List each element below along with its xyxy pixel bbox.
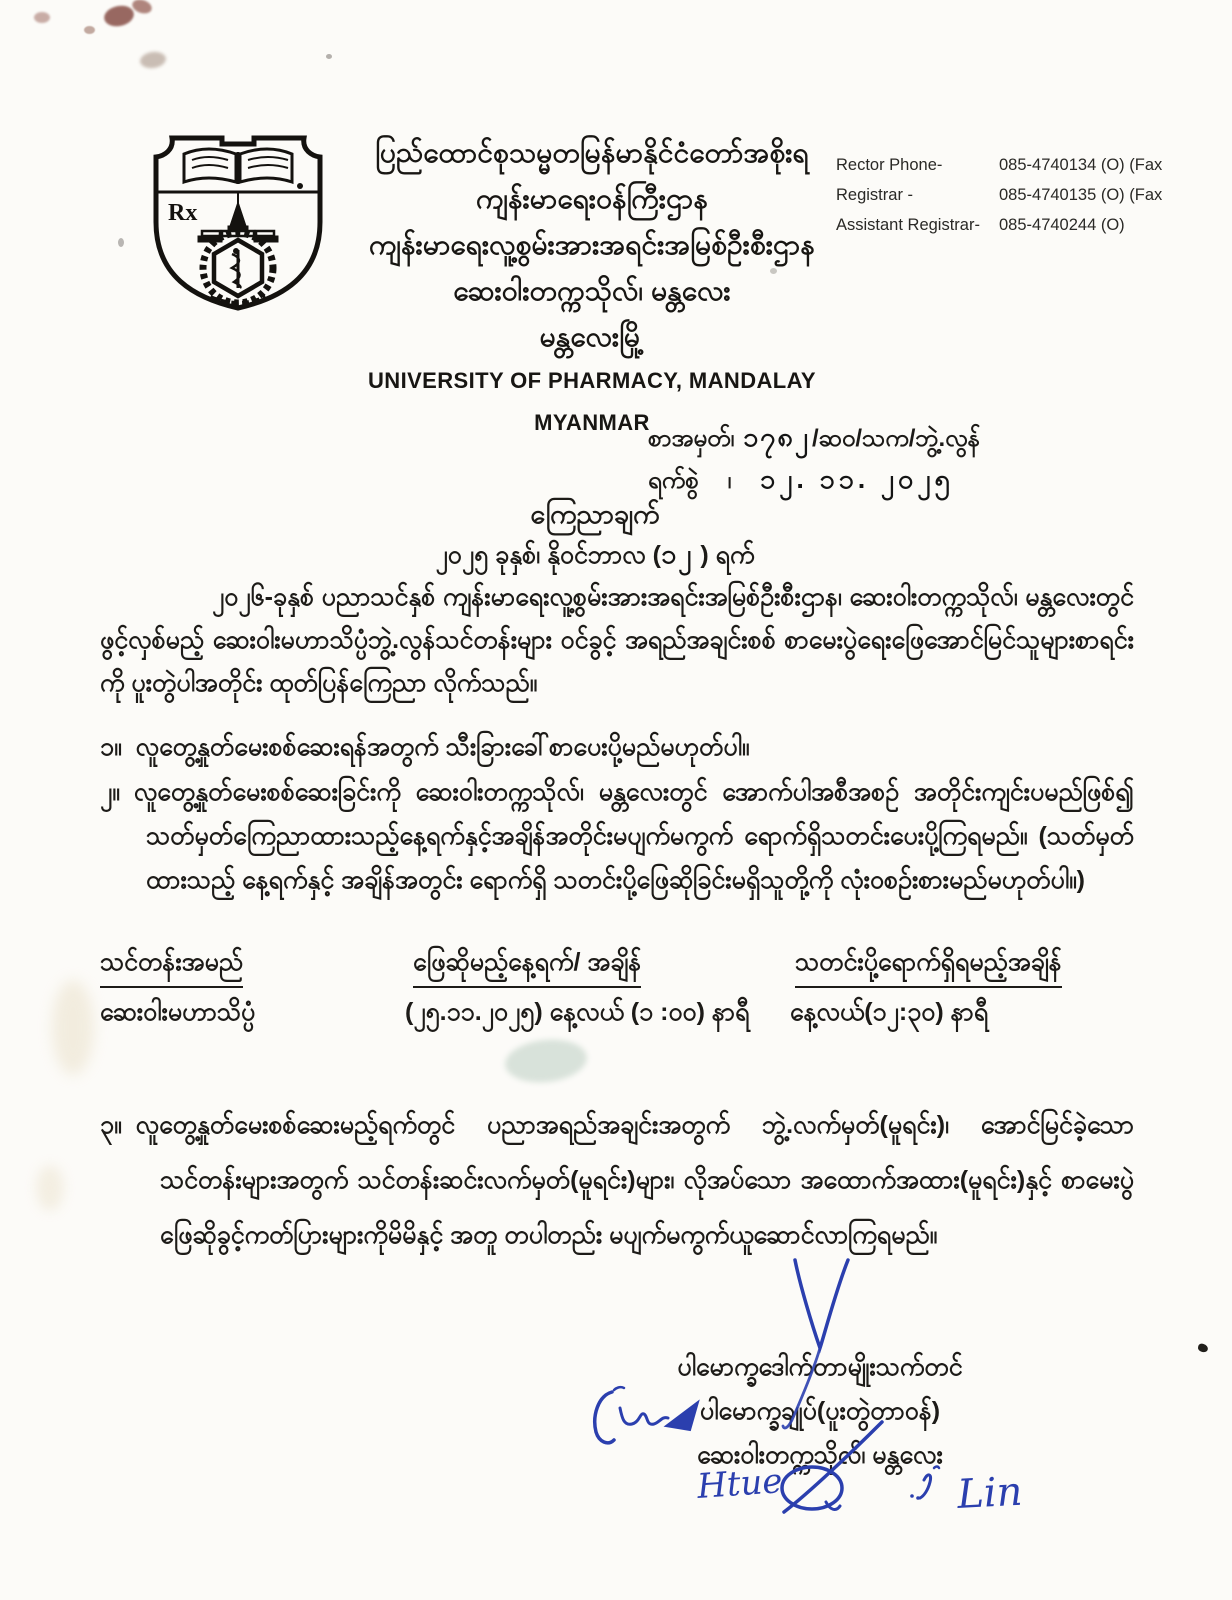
city-line: မန္တလေးမြို့	[539, 321, 645, 352]
contact-label: Registrar -	[836, 186, 914, 204]
rx-symbol: Rx	[168, 200, 198, 226]
table-header-exam-datetime: ဖြေဆိုမည့်နေ့ရက်/ အချိန်	[413, 946, 641, 988]
stain-mark	[36, 1165, 64, 1211]
stain-mark	[102, 3, 136, 29]
table-header-report-time: သတင်းပို့ရောက်ရှိရမည့်အချိန်	[795, 946, 1062, 988]
stain-mark	[139, 50, 167, 69]
university-line-mm: ဆေးဝါးတက္ကသိုလ်၊ မန္တလေး	[453, 275, 731, 306]
list-item-2	[100, 770, 1134, 902]
item-2-number: ၂။	[100, 778, 120, 806]
handwritten-name-right: Lin	[956, 1468, 1024, 1518]
subtitle-suffix: ) ရက်	[693, 541, 755, 569]
department-line: ကျန်းမာရေးလူ့စွမ်းအားအရင်းအမြစ်ဦးစီးဌာန	[369, 229, 815, 260]
government-line: ပြည်ထောင်စုသမ္မတမြန်မာနိုင်ငံတော်အစိုးရ	[375, 137, 809, 168]
contact-row-assistant-registrar	[836, 210, 1232, 240]
contact-row-registrar	[836, 180, 1232, 210]
contact-label: Assistant Registrar-	[836, 216, 980, 234]
ministry-line: ကျန်းမာရေးဝန်ကြီးဌာန	[475, 183, 709, 214]
date-handwritten: ၁၂. ၁၁. ၂၀၂၅	[759, 464, 954, 494]
table-cell-exam-datetime: (၂၅.၁၁.၂၀၂၅) နေ့လယ် (၁ :၀၀) နာရီ	[405, 998, 750, 1026]
contact-value: 085-4740134 (O) (Fax	[999, 156, 1163, 174]
item-3-number: ၃။	[100, 1111, 122, 1139]
stain-mark	[118, 238, 124, 247]
subtitle-prefix: ၂၀၂၅ ခုနှစ်၊ နိုဝင်ဘာလ (	[435, 541, 661, 569]
stain-mark	[34, 12, 50, 23]
letterhead	[272, 130, 912, 444]
contact-row-rector	[836, 150, 1232, 180]
subtitle-day-handwritten: ၁၂	[660, 539, 694, 569]
intro-paragraph: ၂၀၂၆-ခုနှစ် ပညာသင်နှစ် ကျန်းမာရေးလူ့စွမ်းအားအရင်းအမြစ်ဦးစီးဌာန၊ ဆေးဝါးတက္ကသိုလ်၊ မန္တလေးတွင် ဖွင့်လှစ်မည့် ဆေးဝါးမဟာသိပ္ပံဘွဲ့.လွန်သင်တန်းများ ဝင်ခွင့် အရည်အချင်းစစ် စာမေးပွဲရေးဖြေအောင်မြင်သူများစာရင်းကို ပူးတွဲပါအတိုင်း ထုတ်ပြန်ကြေညာ လိုက်သည်။	[100, 583, 1134, 697]
signatory-organization: ဆေးဝါးတက္ကသိုလ်၊ မန္တလေး	[697, 1441, 943, 1469]
item-1-number: ၁။	[100, 733, 122, 761]
contact-info-block	[836, 150, 1232, 240]
list-item-3	[100, 1098, 1134, 1263]
contact-value: 085-4740135 (O) (Fax	[999, 186, 1163, 204]
table-header-course: သင်တန်းအမည်	[100, 946, 243, 988]
contact-value: 085-4740244 (O)	[999, 216, 1125, 234]
date-punct: ၊	[727, 467, 732, 494]
handwritten-name-left: Htue	[695, 1461, 784, 1507]
serpent-staff-icon	[214, 240, 262, 296]
stain-mark	[52, 980, 94, 1075]
signature-block	[600, 1345, 1040, 1477]
table-cell-report-time: နေ့လယ်(၁၂:၃၀) နာရီ	[790, 998, 989, 1026]
signatory-position: ပါမောက္ခချုပ်(ပူးတွဲတာဝန်)	[699, 1397, 941, 1425]
table-cell-course: ဆေးဝါးမဟာသိပ္ပံ	[100, 998, 256, 1026]
item-1-text: လူတွေ့နှုတ်မေးစစ်ဆေးရန်အတွက် သီးခြားခေါ်စာပေးပို့မည်မဟုတ်ပါ။	[135, 733, 750, 761]
ref-number-suffix: /ဆဝ/သက/ဘွဲ့.လွန်	[812, 425, 981, 452]
list-item-1	[100, 726, 1134, 769]
contact-label: Rector Phone-	[836, 156, 943, 174]
announcement-date-line	[80, 537, 1110, 577]
item-3-text: လူတွေ့နှုတ်မေးစစ်ဆေးမည့်ရက်တွင် ပညာအရည်အချင်းအတွက် ဘွဲ့.လက်မှတ်(မူရင်း)၊ အောင်မြင်ခဲ့သော သင်တန်းများအတွက် သင်တန်းဆင်းလက်မှတ်(မူရင်း)များ၊ လိုအပ်သော အထောက်အထား(မူရင်း)နှင့် စာမေးပွဲဖြေဆိုခွင့်ကတ်ပြားများကိုမိမိနှင့် အတူ တပါတည်း မပျက်မကွက်ယူဆောင်လာကြရမည်။	[135, 1111, 1134, 1249]
country-line-en: MYANMAR	[534, 410, 650, 435]
stain-mark	[326, 54, 332, 59]
date-line	[648, 462, 954, 502]
stain-mark	[84, 26, 95, 34]
stain-mark	[1197, 1343, 1209, 1353]
reference-number-line	[648, 420, 980, 460]
announcement-title: ကြေညာချက်	[530, 499, 660, 529]
item-2-text: လူတွေ့နှုတ်မေးစစ်ဆေးခြင်းကို ဆေးဝါးတက္ကသိုလ်၊ မန္တလေးတွင် အောက်ပါအစီအစဉ် အတိုင်းကျင်းပမည်ဖြစ်၍ သတ်မှတ်ကြေညာထားသည့်နေ့ရက်နှင့်အချိန်အတိုင်းမပျက်မကွက် ရောက်ရှိသတင်းပေးပို့ကြရမည်။ (သတ်မှတ်ထားသည့် နေ့ရက်နှင့် အချိန်အတွင်း ရောက်ရှိ သတင်းပို့ဖြေဆိုခြင်းမရှိသူတို့ကို လုံးဝစဉ်းစားမည်မဟုတ်ပါ။)	[133, 778, 1134, 894]
signatory-name: ပါမောက္ခဒေါက်တာမျိုးသက်တင်	[677, 1353, 963, 1381]
date-label: ရက်စွဲ	[648, 467, 699, 494]
ref-number-label: စာအမှတ်၊	[648, 425, 735, 452]
university-line-en: UNIVERSITY OF PHARMACY, MANDALAY	[368, 368, 816, 393]
ref-number-handwritten: ၁၇၈၂	[742, 422, 811, 452]
stain-mark	[503, 1036, 589, 1086]
